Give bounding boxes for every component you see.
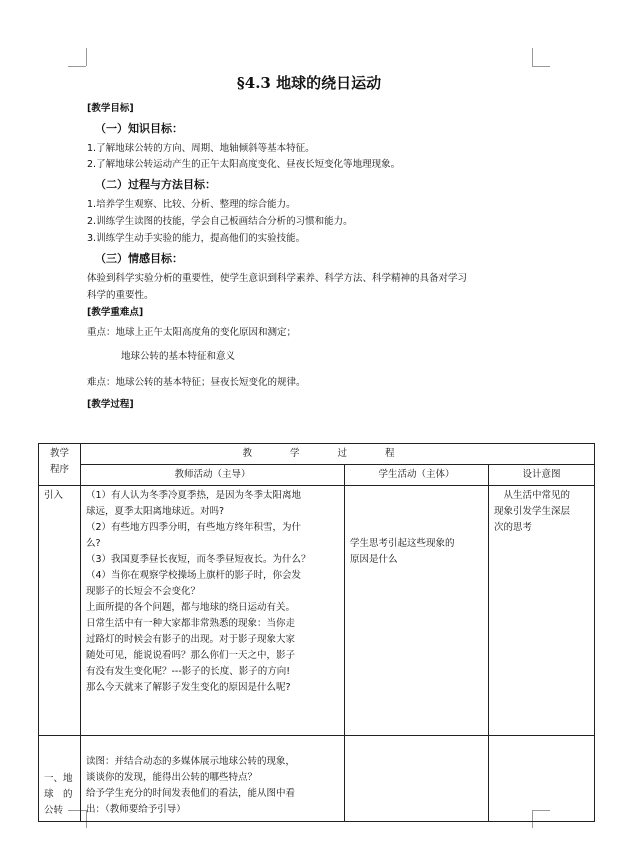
teacher-activity-cell: 读图：并结合动态的多媒体展示地球公转的现象， 谈谈你的发现，能得出公转的哪些特点？ 给予学生充分的时间发表他们的看法，能从图中看 出：（教师要给予引导） (81, 736, 345, 822)
key-points: 重点：地球上正午太阳高度角的变化原因和测定； (87, 327, 297, 338)
intent-header: 设计意图 (489, 465, 595, 486)
student-activity-cell (345, 736, 489, 822)
design-intent-cell: 从生活中常见的 现象引发学生深层 次的思考 (489, 486, 595, 736)
knowledge-heading: （一）知识目标： (95, 122, 183, 135)
teacher-activity-cell: （1）有人认为冬季冷夏季热，是因为冬季太阳离地 球远，夏季太阳离地球近。对吗? （2）有些地方四季分明，有些地方终年积雪，为什 么? （3）我国夏季昼长夜短，而冬季昼短夜长。为什么？ （4）当你在观察学校操场上旗杆的影子时，你会发 现影子的长短会不会变化？ 上面所提的各个问题，都与地球的绕日运动有关。 日常生活中有一种大家都非常熟悉的现象：当你走 过路灯的时候会有影子的出现。对于影子现象大家 随处可见，能说说看吗？那么你们一天之中，影子 有没有发生变化呢？---影子的长度、影子的方向! 那么今天就来了解影子发生变化的原因是什么呢? (81, 486, 345, 736)
lesson-table (38, 443, 595, 822)
teacher-header: 教师活动（主导） (81, 465, 345, 486)
procedure-cell: 引入 (39, 486, 81, 736)
process-header: [教学过程] (87, 399, 134, 410)
procedure-cell: 一、地 球 的 公转 (39, 736, 81, 822)
main-header: 教学过程 (81, 444, 595, 465)
goals-header: [教学目标] (87, 103, 134, 114)
emotion-line: 体验到科学实验分析的重要性，使学生意识到科学素养、科学方法、科学精神的具备对学习 (87, 273, 468, 284)
knowledge-item: 1.了解地球公转的方向、周期、地轴倾斜等基本特征。 (87, 143, 315, 154)
procedure-header: 教学 程序 (39, 444, 81, 486)
emotion-heading: （三）情感目标： (95, 252, 183, 265)
design-intent-cell (489, 736, 595, 822)
key-points-continued: 地球公转的基本特征和意义 (121, 351, 236, 362)
process-item: 1.培养学生观察、比较、分析、整理的综合能力。 (87, 199, 296, 210)
process-item: 2.训练学生读图的技能，学会自己板画结合分析的习惯和能力。 (87, 216, 353, 227)
difficult-points: 难点：地球公转的基本特征；昼夜长短变化的规律。 (87, 377, 306, 388)
key-difficulty-header: [教学重难点] (87, 307, 144, 318)
process-heading: （二）过程与方法目标： (95, 178, 216, 191)
student-activity-cell: 学生思考引起这些现象的 原因是什么 (345, 486, 489, 736)
knowledge-item: 2.了解地球公转运动产生的正午太阳高度变化、昼夜长短变化等地理现象。 (87, 159, 401, 170)
process-item: 3.训练学生动手实验的能力，提高他们的实验技能。 (87, 233, 306, 244)
page-title: §4.3 地球的绕日运动 (236, 74, 382, 92)
student-header: 学生活动（主体） (345, 465, 489, 486)
emotion-line: 科学的重要性。 (87, 290, 154, 301)
